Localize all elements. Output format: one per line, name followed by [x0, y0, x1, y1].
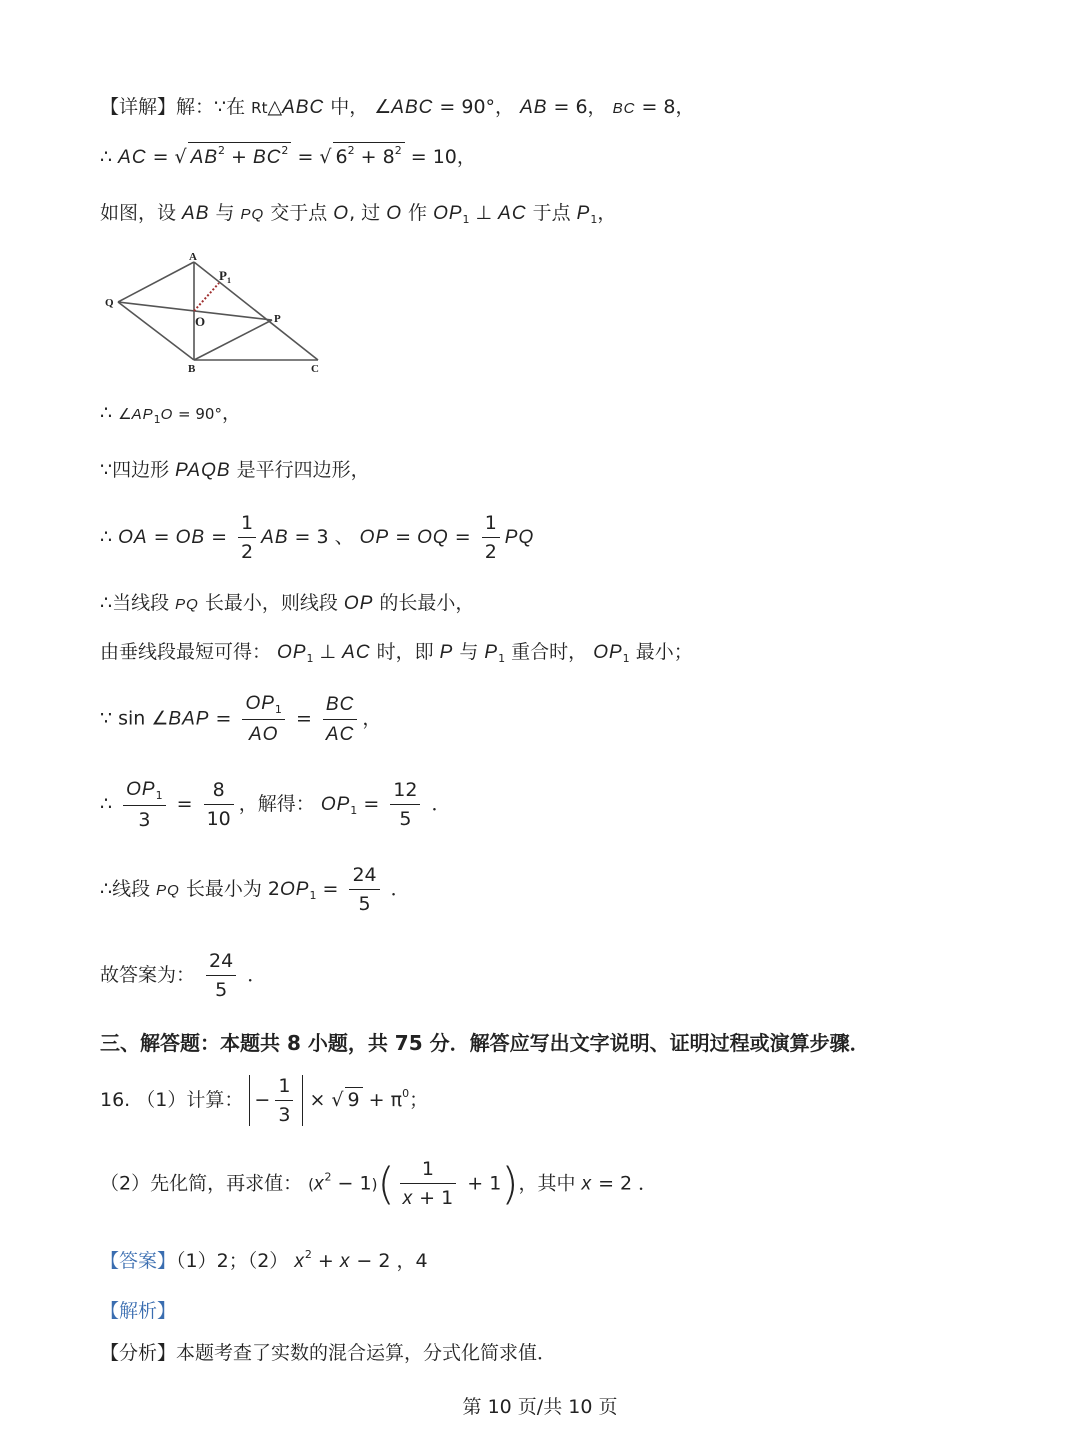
- detail-label: 【详解】解：: [100, 96, 215, 118]
- line-8: 由垂线段最短可得： $OP_1$ ⊥ AC 时，即 P 与 $P_1$ 重合时， $OP_1$ 最小；: [100, 641, 693, 665]
- q16-part2: （2）先化简，再求值： $(x^2 - 1)$( $\frac{1}{x + 1}$ + 1)，其中 x = 2 ．: [100, 1158, 658, 1210]
- line-1: 【详解】解：∵在 Rt△ABC 中， ∠ABC = 90°， AB = 6， BC = 8，: [100, 96, 695, 118]
- line-12: 故答案为： $\frac{24}{5}$ ．: [100, 950, 267, 1001]
- label-P: P: [274, 313, 281, 325]
- line-10: ∴ $\frac{OP_1}{3}$ = $\frac{8}{10}$ ，解得： $OP_1$ = $\frac{12}{5}$ ．: [100, 779, 451, 831]
- line-6: ∴ OA = OB = $\frac{1}{2}$ AB = 3 、 OP = OQ = $\frac{1}{2}$ PQ: [100, 512, 535, 563]
- line-9: ∵ sin ∠BAP = $\frac{OP_1}{AO}$ = $\frac{BC}{AC}$ ，: [100, 693, 382, 745]
- label-A: A: [189, 251, 197, 263]
- fenxi-line: 【分析】本题考查了实数的混合运算，分式化简求值．: [100, 1342, 557, 1364]
- section-heading: 三、解答题：本题共 8 小题，共 75 分．解答应写出文字说明、证明过程或演算步骤．: [100, 1031, 870, 1055]
- label-O: O: [195, 314, 206, 329]
- line-2: ∴ AC = √ $AB^2 + BC^2$ = √ $6^2 + 8^2 = 10$，: [100, 144, 476, 168]
- line-7: ∴当线段 PQ 长最小，则线段 OP 的长最小，: [100, 592, 475, 614]
- q16-part1: 16. （1）计算： − $\frac{1}{3}$ × √ $9 + \pi^0$；: [100, 1075, 429, 1126]
- geometry-diagram: [98, 250, 338, 380]
- analysis-label: 【解析】: [100, 1300, 177, 1322]
- line-11: ∴线段 PQ 长最小为 $2OP_1$ = $\frac{24}{5}$ ．: [100, 864, 410, 915]
- line-4: ∴ $\angle AP_1O = 90^\circ$，: [100, 402, 241, 426]
- label-B: B: [188, 363, 196, 375]
- line-3: 如图，设 AB 与 PQ 交于点 O, 过 O 作 $OP_1$ ⊥ AC 于点 $P_1$，: [100, 202, 617, 226]
- label-Q: Q: [105, 297, 114, 309]
- label-P1: $P_1$: [219, 268, 231, 285]
- page-footer: 第 10 页/共 10 页: [462, 1396, 618, 1418]
- line-5: ∵四边形 PAQB 是平行四边形，: [100, 459, 370, 481]
- answer-label: 【答案】: [100, 1250, 177, 1272]
- label-C: C: [311, 363, 319, 375]
- answer-line: 【答案】（1）2；（2） $x^2 + x - 2$ ，4: [100, 1248, 428, 1272]
